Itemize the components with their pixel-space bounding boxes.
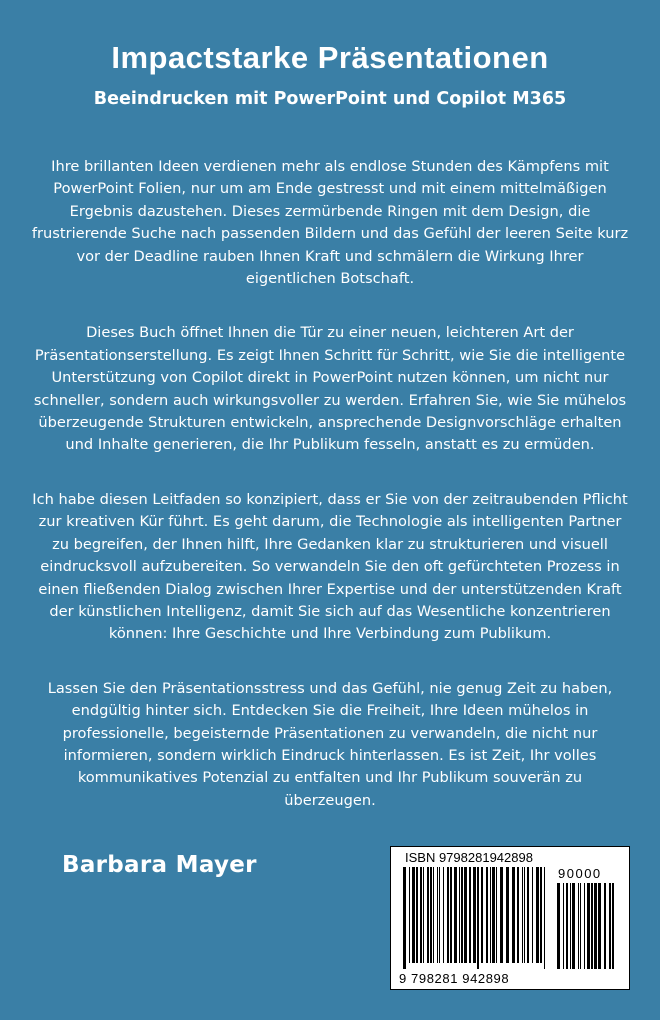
barcode-bar bbox=[464, 867, 467, 963]
barcode-bar bbox=[412, 867, 415, 963]
barcode-bar bbox=[572, 883, 575, 969]
barcode-bar bbox=[612, 883, 614, 969]
isbn-barcode bbox=[390, 846, 630, 990]
barcode-bar bbox=[461, 867, 463, 963]
barcode-bar bbox=[598, 883, 601, 969]
barcode-bar bbox=[427, 867, 429, 963]
barcode-bar bbox=[450, 867, 452, 963]
barcode-bars bbox=[403, 867, 551, 969]
barcode-bar bbox=[454, 867, 457, 963]
barcode-bar bbox=[447, 867, 449, 963]
barcode-bar bbox=[416, 867, 418, 963]
barcode-bar bbox=[532, 867, 533, 963]
blurb-paragraph-3: Ich habe diesen Leitfaden so konzipiert, dass er Sie von der zeitraubenden Pflicht zur kreativen Kür führt. Es geht darum, die Technologie als intelligenten Partner zu begreifen, der Ihnen hilft, Ihre Gedanken klar zu strukturieren und visuell eindrucksvoll aufzubereiten. So verwandeln Sie den oft gefürchteten Prozess in einen fließenden Dialog zwischen Ihrer Expertise und der unterstützenden Kraft der künstlichen Intelligenz, damit Sie sich auf das Wesentliche konzentrieren können: Ihre Geschichte und Ihre Verbindung zum Publikum. bbox=[32, 490, 628, 643]
barcode-digits: 9 798281 942898 bbox=[399, 971, 510, 986]
barcode-bar bbox=[477, 867, 479, 969]
blurb-paragraph-4: Lassen Sie den Präsentationsstress und das Gefühl, nie genug Zeit zu haben, endgültig hinter sich. Entdecken Sie die Freiheit, Ihre Ideen mühelos in professionelle, begeisternde Präsentationen zu verwandeln, die nicht nur informieren, sondern wirklich Eindruck hinterlassen. Es ist Zeit, Ihr volles kommunikatives Potenzial zu entfalten und Ihr Publikum souverän zu überzeugen. bbox=[47, 679, 613, 809]
barcode-bar bbox=[469, 867, 471, 963]
barcode-bar bbox=[433, 867, 434, 963]
barcode-bar bbox=[430, 867, 432, 963]
barcode-bar bbox=[557, 883, 560, 969]
barcode-bar bbox=[437, 867, 438, 963]
barcode-bar bbox=[439, 867, 440, 963]
barcode-bar bbox=[587, 883, 590, 969]
barcode-bar bbox=[594, 883, 597, 969]
barcode-bar bbox=[578, 883, 579, 969]
barcode-bar bbox=[423, 867, 424, 963]
barcode-bar bbox=[496, 867, 497, 963]
barcode-bar bbox=[492, 867, 495, 963]
barcode-bar bbox=[540, 867, 542, 963]
barcode-bar bbox=[536, 867, 539, 963]
barcode-bar bbox=[486, 867, 488, 963]
barcode-bar bbox=[409, 867, 410, 963]
barcode-bar bbox=[522, 867, 523, 963]
barcode-bar bbox=[580, 883, 581, 969]
barcode-bar bbox=[459, 867, 460, 963]
barcode-bar bbox=[570, 883, 571, 969]
book-title: Impactstarke Präsentationen bbox=[111, 40, 549, 75]
addon-barcode-bars bbox=[557, 883, 617, 969]
barcode-bar bbox=[584, 883, 585, 969]
barcode-bar bbox=[591, 883, 593, 969]
blurb bbox=[30, 156, 630, 844]
barcode-bar bbox=[443, 867, 444, 963]
barcode-bar bbox=[420, 867, 422, 963]
barcode-bar bbox=[527, 867, 529, 963]
barcode-bar bbox=[506, 867, 509, 963]
barcode-bar bbox=[403, 867, 406, 969]
author-name: Barbara Mayer bbox=[62, 852, 257, 878]
barcode-bar bbox=[566, 883, 568, 969]
barcode-bar bbox=[481, 867, 483, 963]
barcode-bar bbox=[500, 867, 503, 963]
barcode-bar bbox=[473, 867, 476, 963]
barcode-bar bbox=[544, 867, 545, 969]
barcode-bar bbox=[490, 867, 491, 963]
barcode-bar bbox=[609, 883, 611, 969]
barcode-bar bbox=[604, 883, 606, 969]
barcode-bar bbox=[517, 867, 519, 963]
barcode-bar bbox=[524, 867, 525, 963]
barcode-bar bbox=[512, 867, 515, 963]
book-subtitle: Beeindrucken mit PowerPoint und Copilot M365 bbox=[93, 89, 567, 109]
blurb-paragraph-1: Ihre brillanten Ideen verdienen mehr als endlose Stunden des Kämpfens mit PowerPoint Folien, nur um am Ende gestresst und mit einem mittelmäßigen Ergebnis dazustehen. Dieses zermürbende Ringen mit dem Design, die frustrierende Suche nach passenden Bildern und das Gefühl der leeren Seite kurz vor der Deadline rauben Ihnen Kraft und schmälern die Wirkung Ihrer eigentlichen Botschaft. bbox=[31, 158, 629, 288]
barcode-bar bbox=[563, 883, 564, 969]
blurb-paragraph-2: Dieses Buch öffnet Ihnen die Tür zu einer neuen, leichteren Art der Präsentationserstellung. Es zeigt Ihnen Schritt für Schritt, wie Sie die intelligente Unterstützung von Copilot direkt in PowerPoint nutzen können, um nicht nur schneller, sondern auch wirkungsvoller zu werden. Erfahren Sie, wie Sie mühelos überzeugende Strukturen entwickeln, ansprechende Designvorschläge erhalten und Inhalte generieren, die Ihr Publikum fesseln, anstatt es zu ermüden. bbox=[33, 324, 627, 454]
price-code: 90000 bbox=[558, 866, 602, 881]
isbn-label: ISBN 9798281942898 bbox=[405, 850, 533, 865]
